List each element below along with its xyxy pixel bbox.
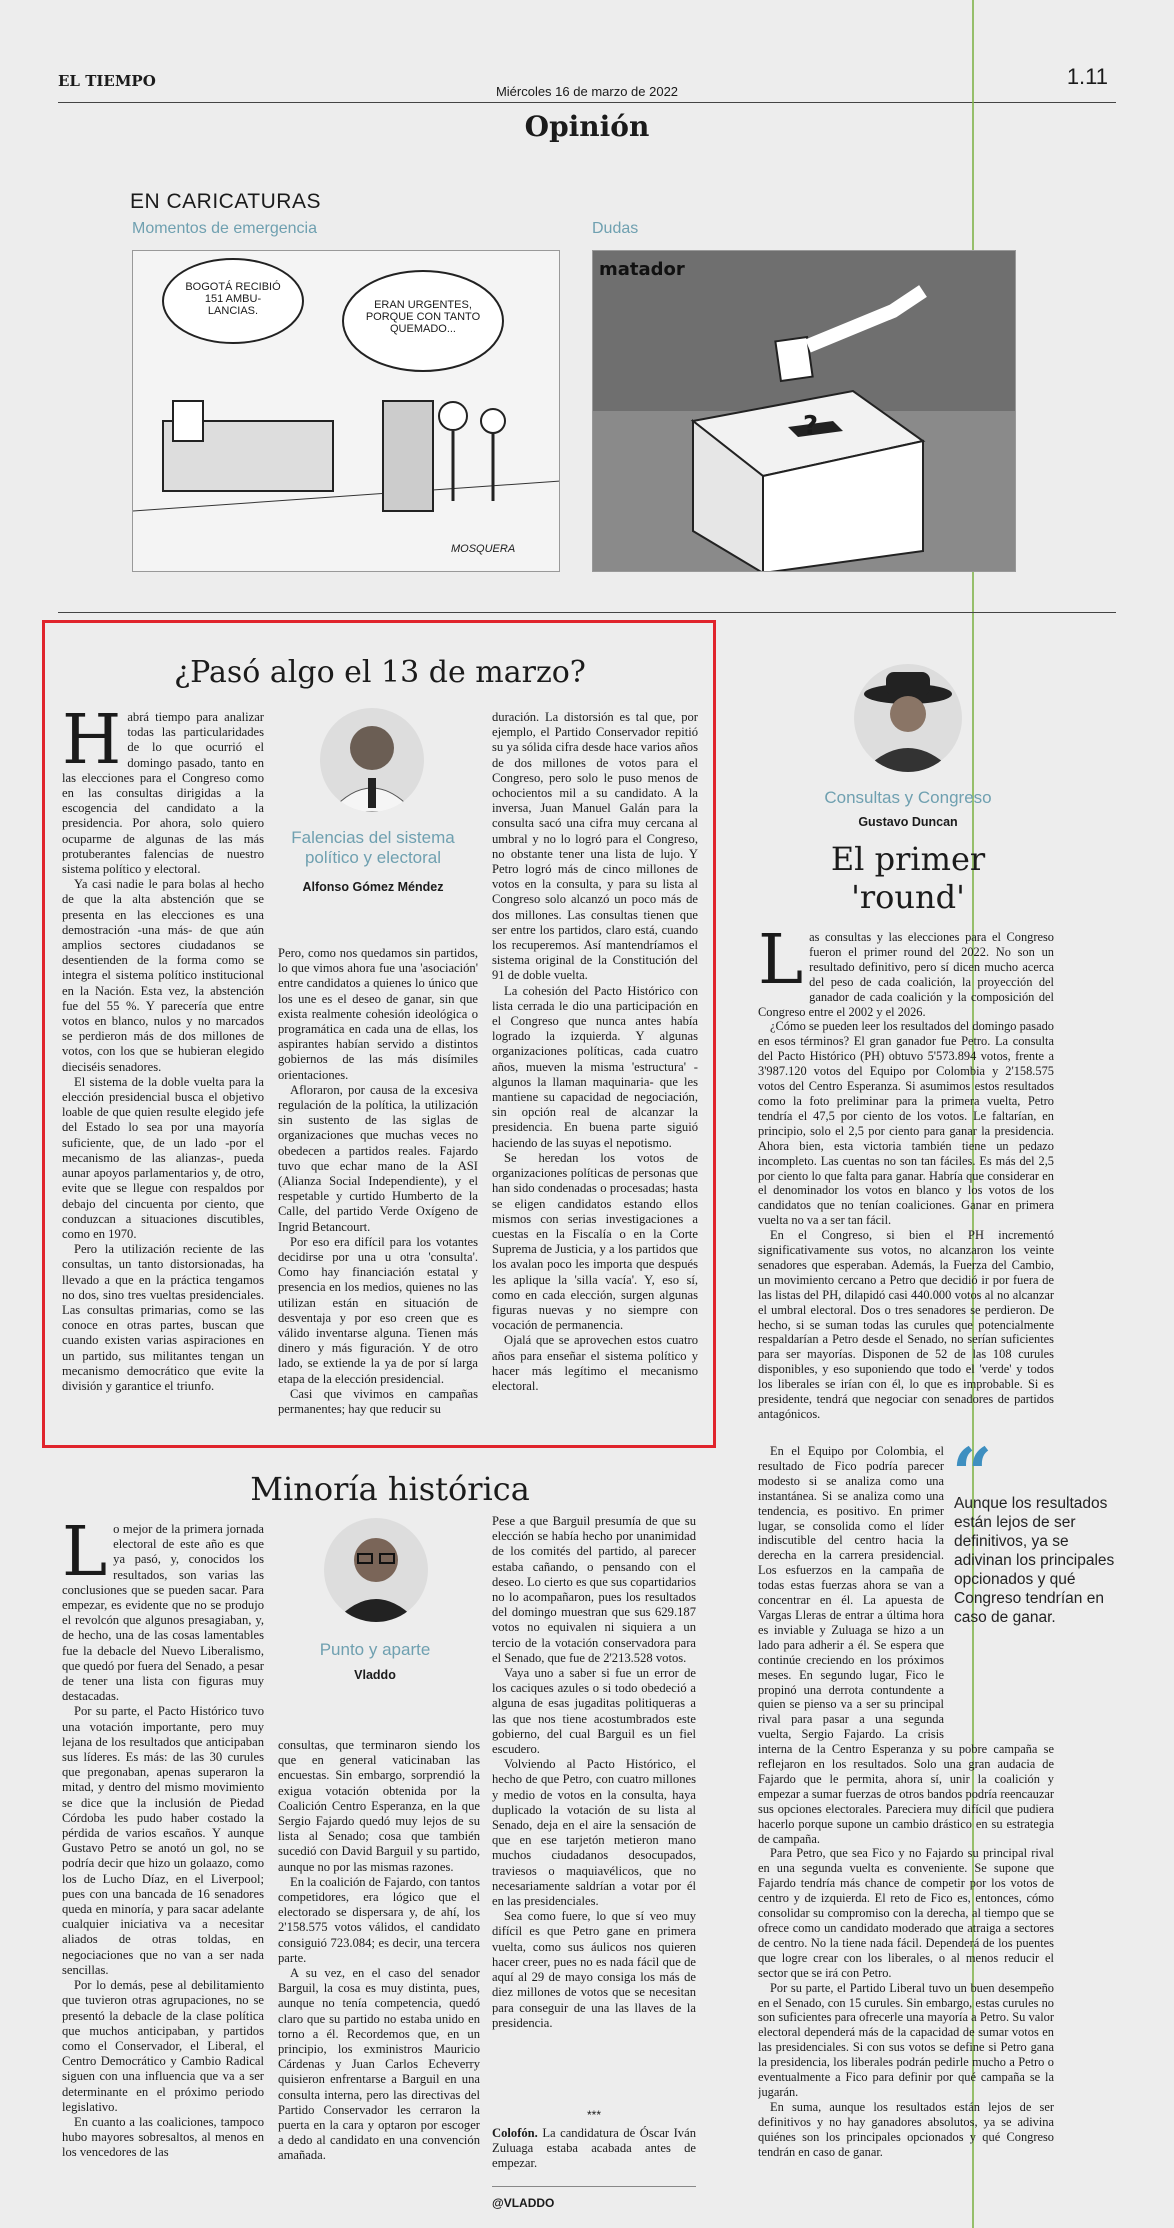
paragraph: Para Petro, que sea Fico y no Fajardo su principal rival en una segunda vuelta es conveniente. Se supone que Fajardo tendría más chance de competir por los votos de centro y de izquierda. El reto de Fico es, entonces, cómo consolidar su compromiso con la derecha, al tiempo que se ofrece como un candidato moderado que atraiga a sectores de centro. No la tiene nada fácil. Dependerá de los puentes que logre crear con los liberales, o al menos reducir el sector que se irá con Petro. xyxy=(758,1846,1054,1980)
paragraph: Volviendo al Pacto Histórico, el hecho de que Petro, con cuatro millones y medio de votos en la consulta, haya duplicado la votación de su lista al Senado, deja en el aire la sensación de que en ese tarjetón metieron mano muchos ciudadanos desocupados, traviesos o maquiavélicos, que no necesariamente saldrían a votar por él en las presidenciales. xyxy=(492,1757,696,1909)
article3-title: Minoría histórica xyxy=(250,1470,530,1508)
article2-author: Gustavo Duncan xyxy=(858,815,958,829)
paragraph: La cohesión del Pacto Histórico con lista cerrada le dio una participación en el Congreso que nunca antes había logrado la izquierda. Y algunas organizaciones políticas, cada cuatro años, mueven la misma 'estructura' -algunos la llaman maquinaria- que les mantiene su capacidad de negociación, sin opción real de alcanzar la presidencia. En buena parte siguió haciendo de las suyas el nepotismo. xyxy=(492,983,698,1150)
paragraph: A su vez, en el caso del senador Barguil, la cosa es muy distinta, pues, aunque no tenía competencia, quedó claro que su partido no estaba unido en torno a él. Recordemos que, en un principio, los exministros Mauricio Cárdenas y Juan Carlos Echeverry quisieron enfrentarse a Barguil en una consulta interna, pero las directivas del Partido Conservador les cerraron la puerta en la cara y optaron por escoger a dedo al candidato en una convención amañada. xyxy=(278,1966,480,2163)
article1-author: Alfonso Gómez Méndez xyxy=(302,880,444,894)
article3-col2 xyxy=(278,1738,480,2226)
article3-col3 xyxy=(492,1514,696,2098)
article3-author: Vladdo xyxy=(354,1668,396,1682)
article1-title: ¿Pasó algo el 13 de marzo? xyxy=(174,655,586,690)
page-number: 1.11 xyxy=(1066,64,1108,89)
paragraph: Afloraron, por causa de la excesiva regulación de la política, la utilización sin sustento de las siglas de organizaciones que muchas veces no obedecen a partidos reales. Fajardo tuvo que echar mano de la ASI (Alianza Social Independiente), y el respetable y curtido Humberto de la Calle, del partido Verde Oxígeno de Ingrid Betancourt. xyxy=(278,1082,478,1234)
section-title: Opinión xyxy=(524,110,650,143)
cartoon-dudas xyxy=(592,250,1016,572)
paragraph: Por su parte, el Partido Liberal tuvo un buen desempeño en el Senado, con 15 curules. Sin embargo, estas curules no son suficientes para ofrecerle una mayoría a Petro. Su valor electoral dependerá más de la capacidad de sumar votos en las presidenciales. Si con sus votos se define si Petro gana la presidencia, los liberales podrán pedirle mucho a Petro o eventualmente a Fico para definir por qué campaña se la jugarán. xyxy=(758,1980,1054,2099)
article3-col1 xyxy=(62,1522,264,2226)
colofon-text: La candidatura de Óscar Iván Zuluaga estaba acabada antes de empezar. xyxy=(492,2126,696,2171)
paragraph: El sistema de la doble vuelta para la elección presidencial busca el objetivo loable de que quien resulte elegido jefe del Estado lo sea por una mayoría suficiente, que, de un lado -por el mecanismo de las alianzas-, pueda aunar apoyos parlamentarios y, de otro, evite que se llegue con respaldos por debajo del cincuenta por ciento, que conduzcan a situaciones discutibles, como en 1970. xyxy=(62,1074,264,1241)
cartoon-right-caption: Dudas xyxy=(592,220,639,237)
cartoon-bubble-2: ERAN URGENTES, PORQUE CON TANTO QUEMADO... xyxy=(365,299,481,335)
paragraph: Por su parte, el Pacto Histórico tuvo una votación importante, pero muy lejana de los resultados que anticipaban sus líderes. Es más: de las 30 curules que pregonaban, apenas superaron la mitad, y dentro del mismo movimiento se dice que la inclusión de Piedad Córdoba les pudo haber costado la pérdida de varios escaños. Y aunque Gustavo Petro se anotó un gol, no se podría decir que hizo un golaazo, como los de Lucho Díaz, en el Liverpool; pues con una bancada de 16 senadores queda en minoría, y para sacar adelante cualquier iniciativa va a necesitar aliados de otras toldas, en negociaciones que no van a ser nada sencillas. xyxy=(62,1704,264,1977)
cartoon-bottom-rule xyxy=(58,612,1116,613)
paragraph: Vaya uno a saber si fue un error de los caciques azules o si todo obedeció a alguna de esas jugaditas politiqueras a las que nos tiene acostumbrados este gobierno, del cual Barguil es un fiel escudero. xyxy=(492,1666,696,1757)
article1-col1 xyxy=(62,710,264,1430)
article1-dropcap: H xyxy=(62,710,122,780)
article3-dropcap: L xyxy=(62,1522,108,1592)
portrait-glasses-icon xyxy=(324,1518,428,1622)
paragraph: abrá tiempo para analizar todas las particularidades de lo que ocurrió el domingo pasado, tanto en las elecciones para el Congreso como en las consultas dirigidas a la escogencia del candidato a la presidencia. Por ahora, solo quiero ocuparme de algunas de las más protuberantes falencias de nuestro sistema político y electoral. xyxy=(62,710,264,877)
paragraph: Casi que vivimos en campañas permanentes; hay que reducir su xyxy=(278,1386,478,1417)
paragraph: Por eso era difícil para los votantes decidirse por una u otra 'consulta'. Como hay financiación estatal y presencia en los medios, quienes no las utilizan están en situación de desventaja y por eso creen que es válido inventarse alguna. Tienen más dinero y más figuración. Y de otro lado, se extiende la ya de por sí larga etapa de la elección presidencial. xyxy=(278,1234,478,1386)
handle-rule xyxy=(492,2186,696,2187)
article2-dropcap: L xyxy=(758,930,804,1000)
paragraph: Ojalá que se aprovechen estos cuatro años para enseñar el sistema político y hacer más legítimo el mecanismo electoral. xyxy=(492,1333,698,1393)
quote-icon: “ xyxy=(952,1432,993,1515)
paragraph: as consultas y las elecciones para el Congreso fueron el primer round del 2022. No son un resultado definitivo, pero sí dicen mucho acerca del peso de cada coalición, la proyección del ganador de cada coalición y la composición del Congreso entre el 2002 y el 2026. xyxy=(758,930,1054,1019)
separator-stars: *** xyxy=(586,2108,601,2122)
article2-col1 xyxy=(758,930,1054,1436)
paragraph: En el Equipo por Colombia, el resultado de Fico podría parecer modesto si se analiza como una instantánea. Si se analiza como una tendencia, es positivo. En primer lugar, se consolida como el líder indiscutible del centro hacia la derecha en la carrera presidencial. Los esfuerzos en la campaña de todas estas fuerzas ahora se van a concentrar en él. La apuesta de Vargas Lleras de entrar a última hora es inviable y Zuluaga se hizo a un lado para adherir a él. Se espera que continúe creciendo en los próximos meses. En segundo lugar, Fico le propinó una derrota contundente a quien se pienso va a ser su principal rival para pasar a una segunda vuelta, Sergio Fajardo. La crisis interna de la Centro Esperanza y su pobre campaña se reflejaron en los resultados. Solo una gran audacia de Fajardo que le permita, ahora sí, unir la coalición y empezar a sumar fuerzas de otros bandos podría reencauzar sus opciones electorales. Pareciera muy difícil que pudiera hacerlo porque supone un cambio drástico en su estrategia de campaña. xyxy=(758,1444,1054,1846)
paragraph: consultas, que terminaron siendo los que en general vaticinaban las encuestas. Sin embargo, sorprendió la exigua votación obtenida por la Coalición Centro Esperanza, en la que Sergio Fajardo quedó muy lejos de su lista al Senado; cosa que también sucedió con David Barguil y su partido, aunque no por las mismas razones. xyxy=(278,1738,480,1874)
article2-column-name: Consultas y Congreso xyxy=(824,788,992,807)
paragraph: En suma, aunque los resultados están lejos de ser definitivos y no hay ganadores absolutos, ya se adivina quiénes son los principales opcionados y qué Congreso tendrán en caso de ganar. xyxy=(758,2099,1054,2159)
author-photo-duncan xyxy=(854,664,962,772)
paragraph: Sea como fuere, lo que sí veo muy difícil es que Petro gane en primera vuelta, como sus áulicos nos quieren hacer creer, pues no es nada fácil que de aquí al 29 de mayo consiga los más de diez millones de votos que se necesitan para conseguir de una las llaves de la presidencia. xyxy=(492,1909,696,2030)
header-rule xyxy=(58,102,1116,103)
cartoon-emergencia xyxy=(132,250,560,572)
paragraph: Pero, como nos quedamos sin partidos, lo que vimos ahora fue una 'asociación' entre candidatos a quienes lo único que los une es el deseo de ganar, sin que exista realmente cohesión ideológica o programática en cada una de ellas, los aspirantes habían servido a distintos gobiernos de las más disímiles orientaciones. xyxy=(278,946,478,1082)
cartoon-left-caption: Momentos de emergencia xyxy=(132,220,317,237)
cartoon-bubble-1: BOGOTÁ RECIBIÓ 151 AMBU-LANCIAS. xyxy=(185,281,281,317)
cartoon-left-signature: MOSQUERA xyxy=(451,543,516,555)
paragraph: Ya casi nadie le para bolas al hecho de que la alta abstención que se presenta en las elecciones es una demostración -una más- de que aún amplios sectores ciudadanos se desentienden de la forma como se integra el sistema político institucional en la Nación. Esta vez, la abstención fue del 55 %. Y parecería que entre votos en blanco, nulos y no marcados se perdieron más de dos millones de votos, con los que se hubieran elegido dieciséis senadores. xyxy=(62,877,264,1074)
article1-col3 xyxy=(492,710,698,1430)
article1-col2 xyxy=(278,946,478,1430)
newspaper-name: EL TIEMPO xyxy=(58,72,156,90)
pull-quote: Aunque los resultados están lejos de ser definitivos, ya se adivinan los principales opcionados y qué Congreso tendrían en caso de ganar. xyxy=(954,1495,1115,1626)
cartoon-right-signature: matador xyxy=(599,259,685,280)
portrait-icon xyxy=(320,708,424,812)
paragraph: Por lo demás, pese al debilitamiento que tuvieron otras agrupaciones, no se presentó la debacle de la clase política que muchos anticipaban, y partidos como el Conservador, el Liberal, el Centro Democrático y Cambio Radical siguen con una influencia que va a ser determinante en el próximo periodo legislativo. xyxy=(62,1978,264,2114)
colofon-label: Colofón. xyxy=(492,2126,538,2140)
colofon xyxy=(492,2126,696,2174)
author-photo-gomez xyxy=(320,708,424,812)
portrait-hat-icon xyxy=(854,664,962,772)
caricaturas-heading: EN CARICATURAS xyxy=(130,190,321,213)
article1-column-name: Falencias del sistema político y electoral xyxy=(291,828,455,867)
article3-column-name: Punto y aparte xyxy=(319,1640,431,1659)
paragraph: o mejor de la primera jornada electoral de este año es que ya pasó, y, conocidos los resultados, son varias las conclusiones que se pueden sacar. Para empezar, es evidente que no se produjo el revolcón que algunos presagiaban, y, de hecho, una de las cosas lamentables fue la debacle del Nuevo Liberalismo, que quedó por fuera del Senado, a pesar de tener una lista con figuras muy destacadas. xyxy=(62,1522,264,1704)
paragraph: ¿Cómo se pueden leer los resultados del domingo pasado en esos términos? El gran ganador fue Petro. La consulta del Pacto Histórico (PH) obtuvo 5'573.894 votos, frente a 3'987.120 votos del Equipo por Colombia y 2'158.575 votos del Centro Esperanza. Si asumimos estos resultados como la foto preliminar para la primera vuelta, Petro tendría el 47,5 por ciento de los votos. Le faltarían, en principio, solo el 2,5 por ciento para ganar la presidencia. Ahora bien, esta victoria también tiene un pedazo incompleto. Las cuentas no son tan fáciles. Es más del 2,5 por ciento lo que falta para ganar. Habría que considerar en el denominador los votos en blanco y los votos de los candidatos que no tenían coaliciones. Ganar en primera vuelta no va a ser tan fácil. xyxy=(758,1019,1054,1228)
article2-title: El primer 'round' xyxy=(830,840,986,916)
issue-date: Miércoles 16 de marzo de 2022 xyxy=(495,84,679,99)
paragraph: En la coalición de Fajardo, con tantos competidores, era lógico que el electorado se dispersara y, de ahí, los 2'158.575 votos válidos, el candidato consiguió 723.084; es decir, una tercera parte. xyxy=(278,1874,480,1965)
author-photo-vladdo xyxy=(324,1518,428,1622)
question-mark-icon: ? xyxy=(803,411,819,441)
paragraph: Pese a que Barguil presumía de que su elección se había hecho por unanimidad de los comités del partido, al parecer estaba cañando, o pensando con el deseo. Lo cierto es que sus copartidarios no lo acompañaron, pues los resultados del domingo muestran que sus 629.187 votos no equivalen ni siquiera a un tercio de la votación conservadora para el Senado, que fue de 2'213.528 votos. xyxy=(492,1514,696,1665)
paragraph: En el Congreso, si bien el PH incrementó significativamente sus votos, no alcanzaron los veinte senadores que esperaban. Además, la Fuerza del Cambio, un movimiento cercano a Petro que decidió ir por fuera de las listas del PH, dilapidó casi 440.000 votos al no alcanzar el umbral electoral. Dos o tres senadores se perdieron. De hecho, si se suman todas las curules que potencialmente respaldarían a Petro desde el Senado, no serían suficientes para ser mayorías. Disponen de 52 de las 108 curules disponibles, y eso suponiendo que todo el 'verde' y todos los liberales se irían con él, lo que es improbable. Si es presidente, tendrá que negociar con senadores de partidos antagónicos. xyxy=(758,1228,1054,1421)
paragraph: Pero la utilización reciente de las consultas, un tanto distorsionadas, ha llevado a que en la práctica tengamos no dos, sino tres vueltas presidenciales. Las consultas primarias, como se las conoce en otras partes, buscan que cuando existen varias aspiraciones en un partido, sus militantes tengan un mecanismo democrático que evite la división y garantice el triunfo. xyxy=(62,1242,264,1393)
pull-quote-space xyxy=(944,1432,1054,1734)
author-handle: @VLADDO xyxy=(492,2196,555,2210)
paragraph: En cuanto a las coaliciones, tampoco hubo mayores sobresaltos, al menos en los vencedores de las xyxy=(62,2114,264,2160)
paragraph: Se heredan los votos de organizaciones políticas de personas que han sido condenadas o procesadas; hasta se eligen candidatos estando ellos mismos con serias investigaciones a cuestas en la Fiscalía o en la Corte Suprema de Justicia, y a los partidos que los avalan poco les importa que después les aplique la 'silla vacía'. Y, eso sí, como en cada elección, surgen algunas figuras nuevas y no siempre con vocación de permanencia. xyxy=(492,1150,698,1333)
paragraph: duración. La distorsión es tal que, por ejemplo, el Partido Conservador repitió su ya sólida cifra desde hace varios años de dos millones de votos para el Congreso, pero solo le puso menos de ochocientos mil a su candidato. A la inversa, Juan Manuel Galán para la consulta sacó una cifra muy cercana al umbral y no lo logró para el Congreso, no obstante tener una lista de lujo. Y Petro logró más de cinco millones de votos en la consulta, y para su lista al Congreso solo alcanzó un poco más de dos millones. Las consultas tienen que ser entre los partidos, claro está, cuando los recuperemos. Así mantendríamos el sistema original de la Constitución del 91 de doble vuelta. xyxy=(492,710,698,983)
article2-col1b xyxy=(758,1432,1054,2224)
